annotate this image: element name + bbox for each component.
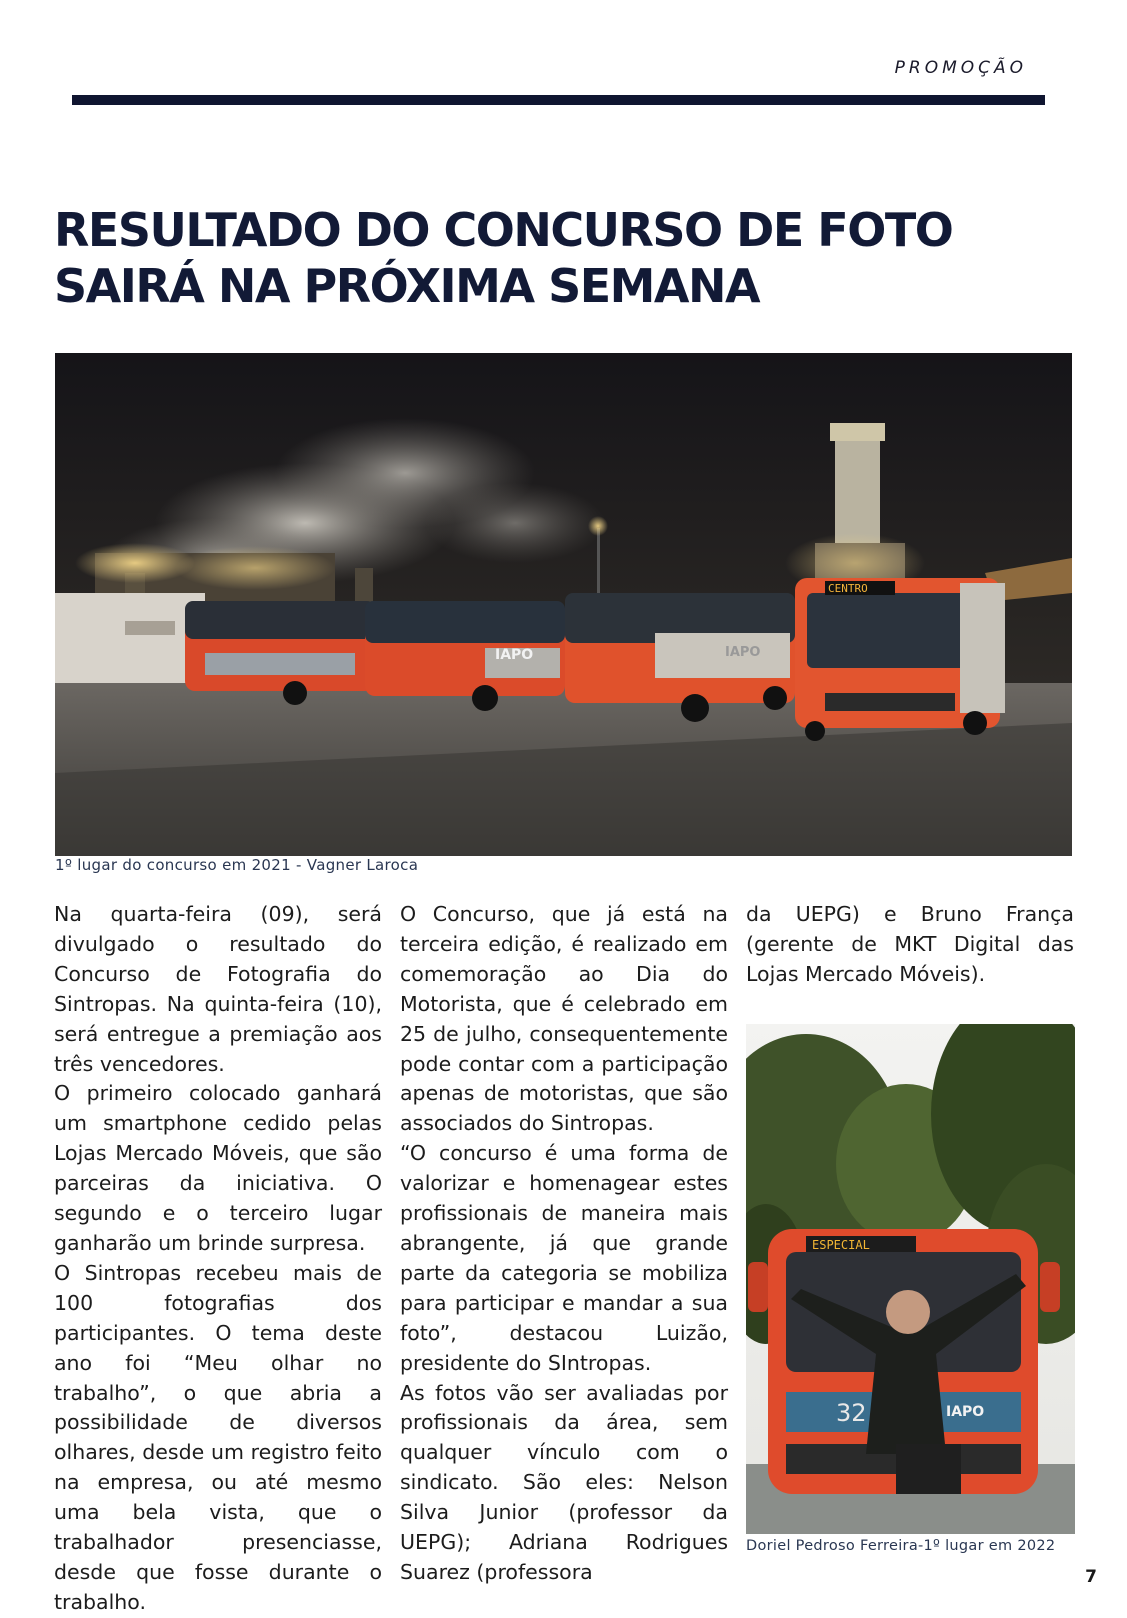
bus-4 — [795, 578, 1005, 741]
main-photo-caption: 1º lugar do concurso em 2021 - Vagner Laroca — [55, 856, 419, 874]
svg-text:IAPO: IAPO — [495, 647, 534, 663]
bus-2 — [365, 601, 565, 711]
header-rule — [72, 95, 1045, 105]
page-number: 7 — [1085, 1567, 1097, 1587]
headline-line-1: RESULTADO DO CONCURSO DE FOTO — [54, 203, 953, 257]
paragraph: “O concurso é uma forma de valorizar e homenagear estes profissionais de maneira mais abrangente, já que grande parte da categoria se mobiliza para participar e mandar a sua foto”, destacou Luizão, presidente do SIntropas. — [400, 1141, 728, 1375]
headline — [54, 202, 1054, 314]
text-column-1 — [54, 900, 382, 1618]
svg-text:IAPO: IAPO — [725, 645, 761, 660]
svg-text:ESPECIAL: ESPECIAL — [812, 1238, 870, 1252]
svg-text:32: 32 — [836, 1399, 867, 1427]
svg-text:CENTRO: CENTRO — [828, 582, 868, 595]
svg-text:IAPO: IAPO — [946, 1404, 985, 1420]
headline-line-2: SAIRÁ NA PRÓXIMA SEMANA — [54, 259, 760, 313]
paragraph: As fotos vão ser avaliadas por profissionais da área, sem qualquer vínculo com o sindicato. São eles: Nelson Silva Junior (professor da UEPG); Adriana Rodrigues Suarez (professora — [400, 1380, 728, 1584]
second-photo — [746, 1024, 1075, 1534]
main-photo — [55, 353, 1072, 856]
second-photo-caption: Doriel Pedroso Ferreira-1º lugar em 2022 — [746, 1538, 1056, 1554]
bus-1 — [185, 601, 375, 705]
paragraph: Na quarta-feira (09), será divulgado o resultado do Concurso de Fotografia do Sintropas. Na quinta-feira (10), será entregue a premiação aos três vencedores. — [54, 902, 382, 1076]
section-label: PROMOÇÃO — [894, 58, 1027, 78]
bus-3 — [565, 593, 795, 722]
paragraph: da UEPG) e Bruno França (gerente de MKT Digital das Lojas Mercado Móveis). — [746, 902, 1074, 986]
paragraph: O Sintropas recebeu mais de 100 fotografias dos participantes. O tema deste ano foi “Meu olhar no trabalho”, o que abria a possibilidade de diversos olhares, desde um registro feito na empresa, ou até mesmo uma bela vista, que o trabalhador presenciasse, desde que fosse durante o trabalho. — [54, 1260, 382, 1614]
text-column-3 — [746, 900, 1074, 990]
paragraph: O Concurso, que já está na terceira edição, é realizado em comemoração ao Dia do Motorista, que é celebrado em 25 de julho, consequentemente pode contar com a participação apenas de motoristas, que são associados do Sintropas. — [400, 902, 728, 1136]
text-column-2 — [400, 900, 728, 1588]
paragraph: O primeiro colocado ganhará um smartphone cedido pelas Lojas Mercado Móveis, que são parceiras da iniciativa. O segundo e o terceiro lugar ganharão um brinde surpresa. — [54, 1081, 382, 1255]
